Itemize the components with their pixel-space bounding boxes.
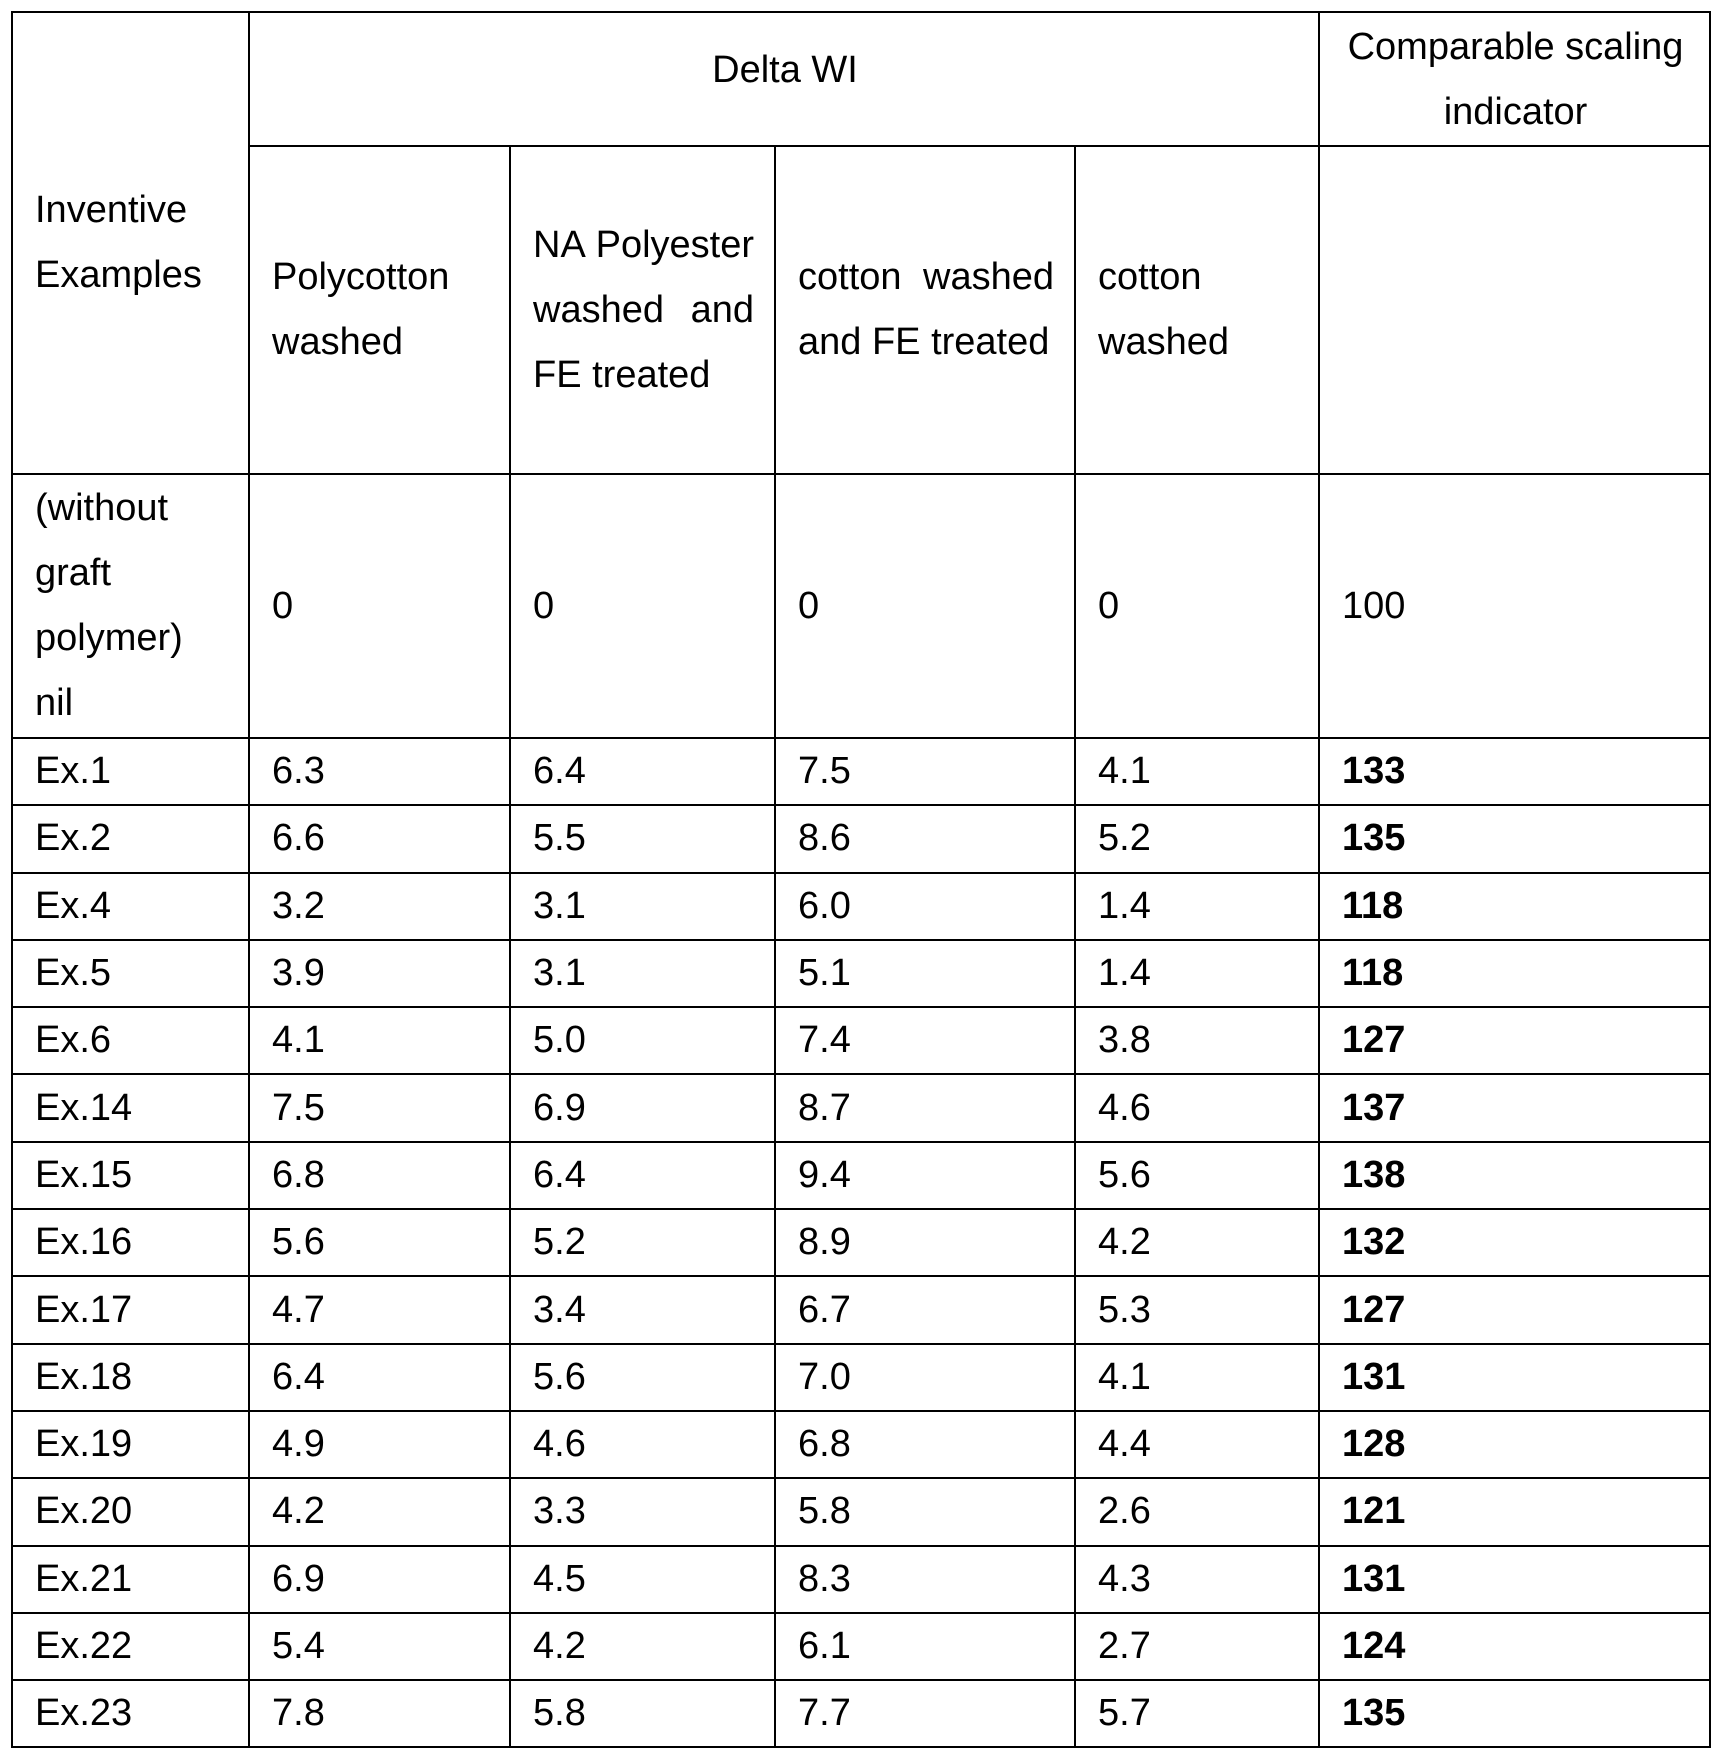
cell: 4.4 bbox=[1075, 1411, 1319, 1478]
cell: 6.4 bbox=[510, 738, 775, 805]
cell: 3.2 bbox=[249, 873, 510, 940]
cell: 8.3 bbox=[775, 1546, 1075, 1613]
row-label: (without graft polymer) nil bbox=[12, 474, 249, 738]
cell: 7.7 bbox=[775, 1680, 1075, 1747]
table-row bbox=[12, 805, 1710, 872]
table-row bbox=[12, 1142, 1710, 1209]
row-label: Ex.21 bbox=[12, 1546, 249, 1613]
indicator-cell: 133 bbox=[1319, 738, 1710, 805]
table-row bbox=[12, 1478, 1710, 1545]
cell: 7.8 bbox=[249, 1680, 510, 1747]
cell: 0 bbox=[1075, 474, 1319, 738]
cell: 0 bbox=[775, 474, 1075, 738]
cell: 8.6 bbox=[775, 805, 1075, 872]
indicator-cell: 135 bbox=[1319, 805, 1710, 872]
cell: 3.8 bbox=[1075, 1007, 1319, 1074]
header-delta-wi: Delta WI bbox=[249, 12, 1319, 146]
cell: 4.5 bbox=[510, 1546, 775, 1613]
header-indicator: Comparable scaling indicator bbox=[1319, 12, 1710, 146]
row-label: Ex.4 bbox=[12, 873, 249, 940]
nil-row bbox=[12, 474, 1710, 738]
indicator-cell: 100 bbox=[1319, 474, 1710, 738]
row-label: Ex.23 bbox=[12, 1680, 249, 1747]
cell: 2.6 bbox=[1075, 1478, 1319, 1545]
cell: 6.0 bbox=[775, 873, 1075, 940]
cell: 4.1 bbox=[1075, 738, 1319, 805]
table-row bbox=[12, 940, 1710, 1007]
cell: 6.1 bbox=[775, 1613, 1075, 1680]
cell: 5.2 bbox=[510, 1209, 775, 1276]
table-row bbox=[12, 1276, 1710, 1343]
table-row bbox=[12, 738, 1710, 805]
indicator-cell: 127 bbox=[1319, 1007, 1710, 1074]
row-label: Ex.2 bbox=[12, 805, 249, 872]
cell: 4.2 bbox=[510, 1613, 775, 1680]
row-label: Ex.20 bbox=[12, 1478, 249, 1545]
cell: 4.9 bbox=[249, 1411, 510, 1478]
table-row bbox=[12, 1546, 1710, 1613]
cell: 1.4 bbox=[1075, 873, 1319, 940]
indicator-cell: 131 bbox=[1319, 1344, 1710, 1411]
indicator-cell: 128 bbox=[1319, 1411, 1710, 1478]
row-label: Ex.19 bbox=[12, 1411, 249, 1478]
cell: 4.3 bbox=[1075, 1546, 1319, 1613]
cell: 4.2 bbox=[1075, 1209, 1319, 1276]
table-row bbox=[12, 1344, 1710, 1411]
cell: 4.6 bbox=[510, 1411, 775, 1478]
indicator-cell: 121 bbox=[1319, 1478, 1710, 1545]
cell: 3.1 bbox=[510, 873, 775, 940]
cell: 5.2 bbox=[1075, 805, 1319, 872]
row-label: Ex.6 bbox=[12, 1007, 249, 1074]
cell: 7.0 bbox=[775, 1344, 1075, 1411]
cell: 5.4 bbox=[249, 1613, 510, 1680]
header-na-polyester: NA Polyester washed and FE treated bbox=[510, 146, 775, 474]
cell: 8.7 bbox=[775, 1074, 1075, 1141]
table-row bbox=[12, 873, 1710, 940]
cell: 9.4 bbox=[775, 1142, 1075, 1209]
cell: 3.9 bbox=[249, 940, 510, 1007]
row-label: Ex.16 bbox=[12, 1209, 249, 1276]
table-row bbox=[12, 1411, 1710, 1478]
cell: 5.3 bbox=[1075, 1276, 1319, 1343]
cell: 5.7 bbox=[1075, 1680, 1319, 1747]
cell: 5.5 bbox=[510, 805, 775, 872]
row-label: Ex.18 bbox=[12, 1344, 249, 1411]
cell: 6.7 bbox=[775, 1276, 1075, 1343]
table-row bbox=[12, 1680, 1710, 1747]
indicator-cell: 118 bbox=[1319, 940, 1710, 1007]
cell: 5.8 bbox=[775, 1478, 1075, 1545]
row-label: Ex.14 bbox=[12, 1074, 249, 1141]
cell: 5.8 bbox=[510, 1680, 775, 1747]
indicator-cell: 131 bbox=[1319, 1546, 1710, 1613]
cell: 6.4 bbox=[510, 1142, 775, 1209]
table-row bbox=[12, 1074, 1710, 1141]
table-row bbox=[12, 1209, 1710, 1276]
cell: 3.3 bbox=[510, 1478, 775, 1545]
cell: 5.6 bbox=[249, 1209, 510, 1276]
indicator-cell: 118 bbox=[1319, 873, 1710, 940]
cell: 6.3 bbox=[249, 738, 510, 805]
cell: 6.4 bbox=[249, 1344, 510, 1411]
cell: 5.0 bbox=[510, 1007, 775, 1074]
row-label: Ex.1 bbox=[12, 738, 249, 805]
row-label: Ex.5 bbox=[12, 940, 249, 1007]
cell: 5.6 bbox=[510, 1344, 775, 1411]
table-row bbox=[12, 1613, 1710, 1680]
table-row bbox=[12, 1007, 1710, 1074]
cell: 6.6 bbox=[249, 805, 510, 872]
indicator-cell: 138 bbox=[1319, 1142, 1710, 1209]
cell: 0 bbox=[249, 474, 510, 738]
cell: 1.4 bbox=[1075, 940, 1319, 1007]
cell: 4.1 bbox=[249, 1007, 510, 1074]
cell: 4.2 bbox=[249, 1478, 510, 1545]
cell: 7.4 bbox=[775, 1007, 1075, 1074]
header-cotton-washed: cotton washed bbox=[1075, 146, 1319, 474]
row-label: Ex.17 bbox=[12, 1276, 249, 1343]
header-row-label: Inventive Examples bbox=[12, 12, 249, 474]
cell: 6.8 bbox=[249, 1142, 510, 1209]
header-cotton-fe: cotton washed and FE treated bbox=[775, 146, 1075, 474]
cell: 2.7 bbox=[1075, 1613, 1319, 1680]
row-label: Ex.22 bbox=[12, 1613, 249, 1680]
cell: 0 bbox=[510, 474, 775, 738]
cell: 3.4 bbox=[510, 1276, 775, 1343]
indicator-cell: 124 bbox=[1319, 1613, 1710, 1680]
cell: 5.6 bbox=[1075, 1142, 1319, 1209]
cell: 6.9 bbox=[249, 1546, 510, 1613]
indicator-cell: 127 bbox=[1319, 1276, 1710, 1343]
cell: 8.9 bbox=[775, 1209, 1075, 1276]
row-label: Ex.15 bbox=[12, 1142, 249, 1209]
results-table bbox=[11, 11, 1711, 1748]
cell: 3.1 bbox=[510, 940, 775, 1007]
cell: 4.7 bbox=[249, 1276, 510, 1343]
cell: 5.1 bbox=[775, 940, 1075, 1007]
indicator-cell: 132 bbox=[1319, 1209, 1710, 1276]
cell: 4.1 bbox=[1075, 1344, 1319, 1411]
cell: 7.5 bbox=[249, 1074, 510, 1141]
header-indicator-empty bbox=[1319, 146, 1710, 474]
indicator-cell: 137 bbox=[1319, 1074, 1710, 1141]
cell: 6.8 bbox=[775, 1411, 1075, 1478]
cell: 6.9 bbox=[510, 1074, 775, 1141]
cell: 4.6 bbox=[1075, 1074, 1319, 1141]
header-polycotton: Polycotton washed bbox=[249, 146, 510, 474]
cell: 7.5 bbox=[775, 738, 1075, 805]
indicator-cell: 135 bbox=[1319, 1680, 1710, 1747]
